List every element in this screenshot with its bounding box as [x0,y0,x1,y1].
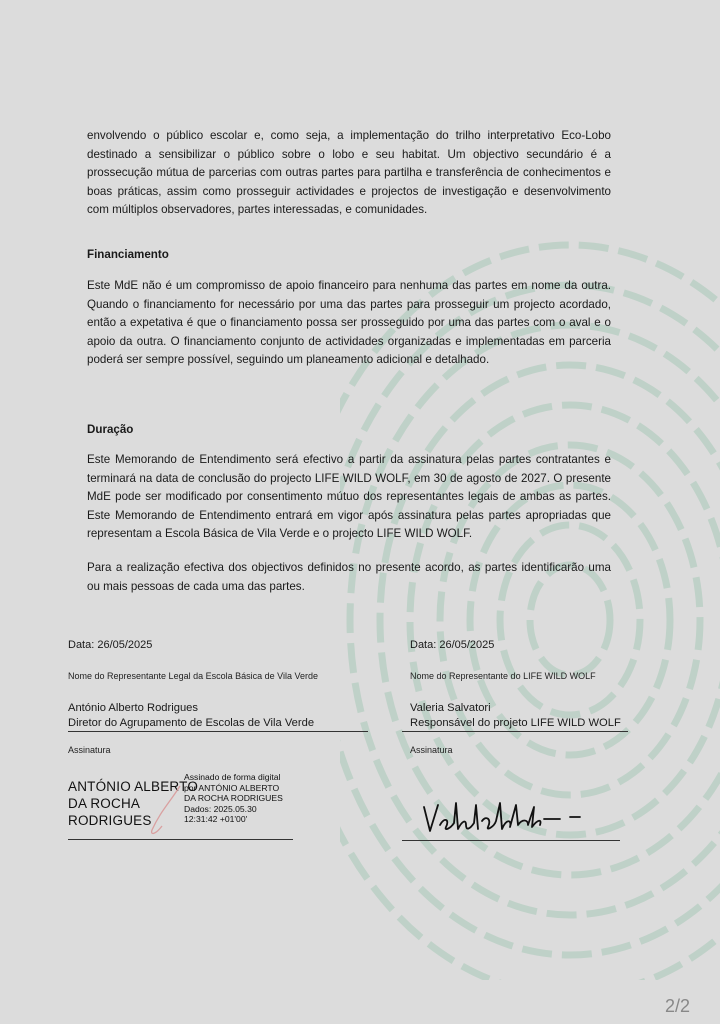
left-date: Data: 26/05/2025 [68,639,153,651]
left-signature-line [68,839,293,840]
closing-paragraph [87,559,611,596]
intro-text: envolvendo o público escolar e, como seja, a implementação do trilho interpretativo Eco-Lobo destinado a sensibilizar o público sobre o lobo e seu habitat. Um objectivo secundário é a prossecução mútua de parcerias com outras partes para partilha e transferência de conhecimentos e boas práticas, assim como prosseguir actividades e projectos de investigação e desenvolvimento com múltiplos observadores, partes interessadas, e comunidades. [87,129,611,217]
digital-meta-line: Assinado de forma digital [184,772,281,782]
page-number: 2/2 [664,996,690,1016]
financiamento-text: Este MdE não é um compromisso de apoio financeiro para nenhuma das partes em nome da outra. Quando o financiamento for necessário por uma das partes para prosseguir um projecto acordado, então a expetativa é que o financiamento possa ser prosseguido por uma das partes com o aval e o apoio da outra. O financiamento conjunto de actividades organizadas e implementadas em parceria poderá ser sempre possível, seguindo um planeamento adicional e detalhado. [87,279,611,367]
left-role-label: Nome do Representante Legal da Escola Básica de Vila Verde [68,671,318,681]
digital-meta-line: 12:31:42 +01'00' [184,814,248,824]
right-representative [410,701,621,731]
right-name-line [402,731,628,732]
right-name: Valeria Salvatori [410,702,491,714]
digital-signature-mark-icon [140,782,190,840]
digital-meta-line: DA ROCHA RODRIGUES [184,793,283,803]
left-name: António Alberto Rodrigues [68,702,198,714]
right-date: Data: 26/05/2025 [410,639,495,651]
digital-meta-line: por ANTÓNIO ALBERTO [184,782,280,793]
digital-name-line: ANTÓNIO ALBERTO [68,779,199,794]
right-title: Responsável do projeto LIFE WILD WOLF [410,717,621,729]
financiamento-heading: Financiamento [87,248,169,261]
digital-name-line: DA ROCHA [68,796,141,811]
left-representative [68,701,314,731]
right-signature-line [402,840,620,841]
duracao-text: Este Memorando de Entendimento será efectivo a partir da assinatura pelas partes contratantes e terminará na data de conclusão do projecto LIFE WILD WOLF, em 30 de agosto de 2027. O presente MdE pode ser modificado por consentimento mútuo dos representantes legais de ambas as partes. Este Memorando de Entendimento entrará em vigor após assinatura pelas partes apropriadas que representam a Escola Básica de Vila Verde e o projecto LIFE WILD WOLF. [87,453,611,541]
left-signature-label: Assinatura [68,745,111,755]
financiamento-paragraph [87,277,611,370]
right-role-label: Nome do Representante do LIFE WILD WOLF [410,671,596,681]
right-signature-label: Assinatura [410,745,453,755]
digital-name-line: RODRIGUES [68,813,152,828]
left-name-line [68,731,368,732]
closing-text: Para a realização efectiva dos objectivos definidos no presente acordo, as partes identificarão uma ou mais pessoas de cada uma das partes. [87,561,611,593]
digital-meta-line: Dados: 2025.05.30 [184,803,257,814]
duracao-paragraph [87,451,611,544]
digital-signature-meta [184,772,283,825]
left-title: Diretor do Agrupamento de Escolas de Vila Verde [68,717,315,729]
duracao-heading: Duração [87,423,134,436]
handwritten-signature-icon [420,795,590,840]
intro-paragraph [87,127,611,220]
